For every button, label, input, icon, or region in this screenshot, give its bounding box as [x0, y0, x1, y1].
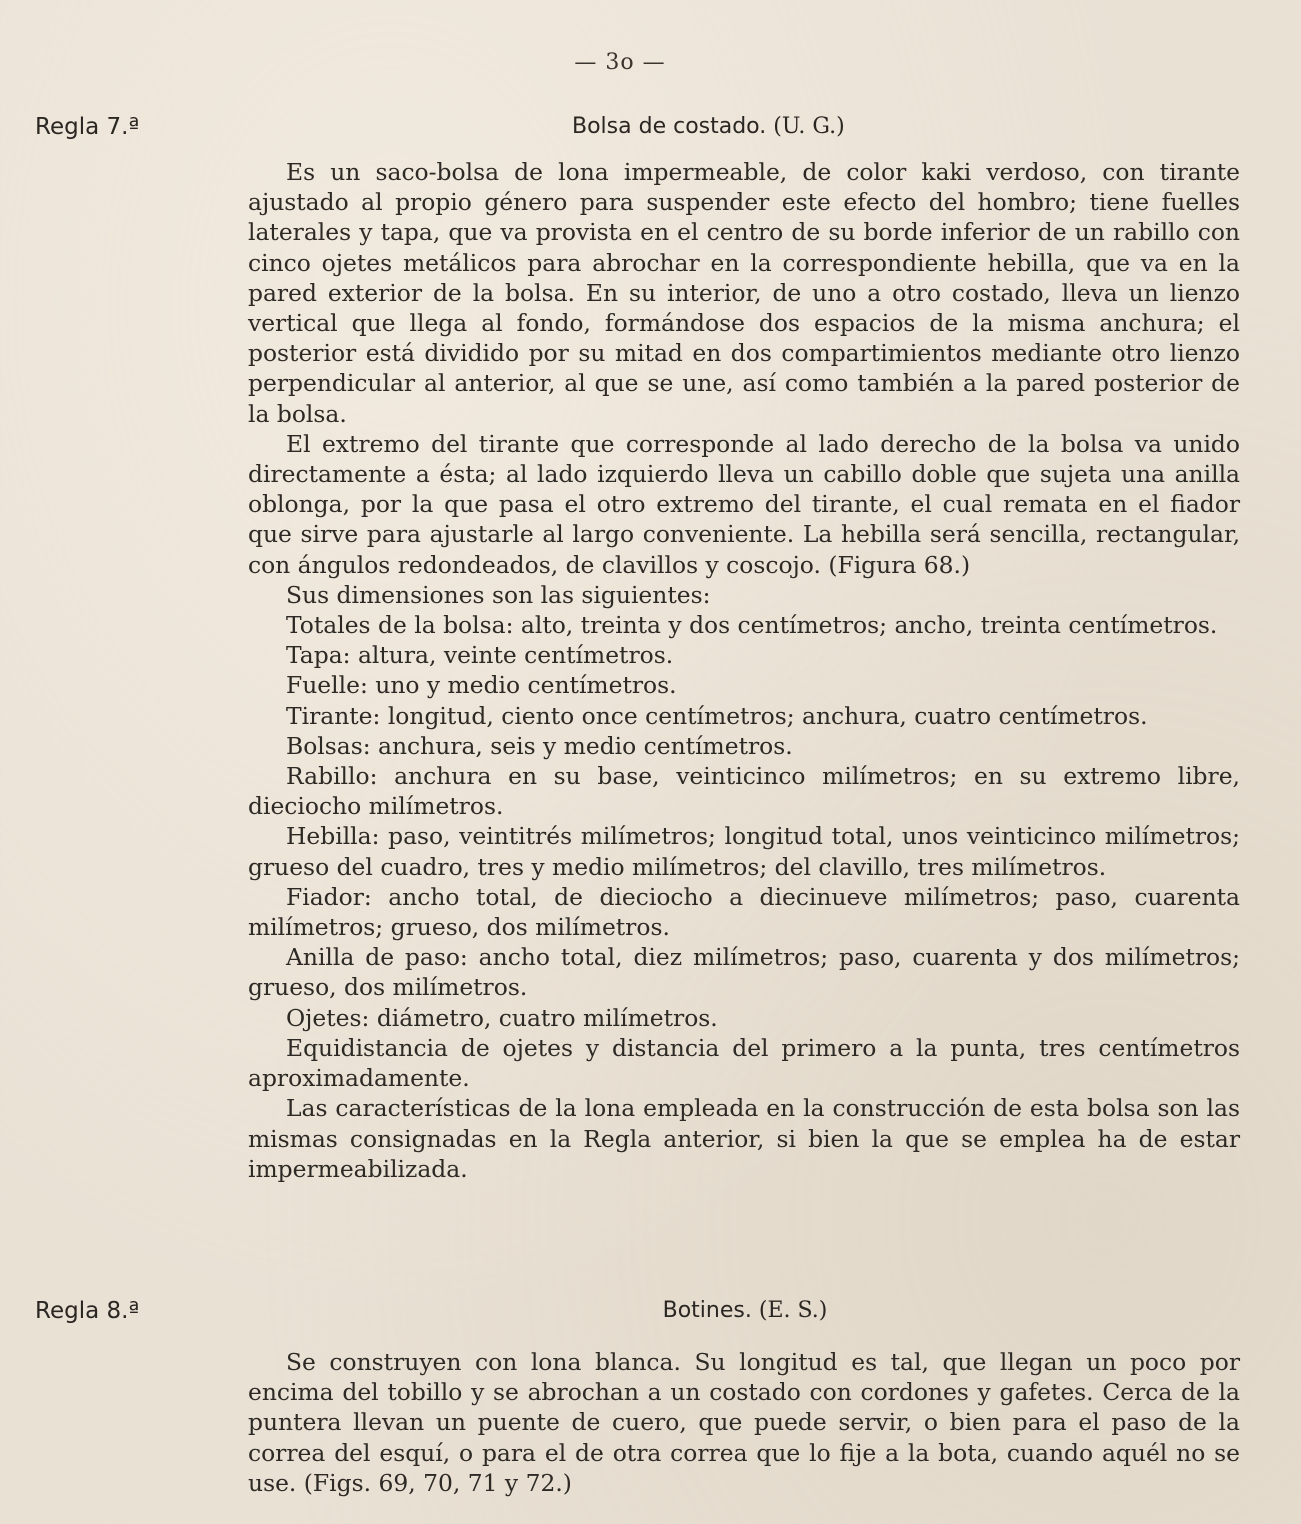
rule-8-body: [248, 1347, 1240, 1498]
dimension-line: Equidistancia de ojetes y distancia del primero a la punta, tres centímetros aproximadamente.: [248, 1033, 1240, 1093]
rule-8-label: Regla 8.ª: [35, 1298, 140, 1324]
rule-7-body: [248, 157, 1240, 1184]
page-number: — 3o —: [574, 50, 666, 75]
paragraph: El extremo del tirante que corresponde al lado derecho de la bolsa va unido directamente a ésta; al lado izquierdo lleva un cabillo doble que sujeta una anilla oblonga, por la que pasa el otro extremo del tirante, el cual remata en el fiador que sirve para ajustarle al largo conveniente. La hebilla será sencilla, rectangular, con ángulos redondeados, de clavillos y coscojo. (Figura 68.): [248, 429, 1240, 579]
dimension-line: Totales de la bolsa: alto, treinta y dos centímetros; ancho, treinta centímetros.: [286, 611, 1218, 640]
paragraph: Las características de la lona empleada en la construcción de esta bolsa son las mismas consignadas en la Regla anterior, si bien la que se emplea ha de estar impermeabilizada.: [248, 1094, 1240, 1183]
heading-suffix: (E. S.): [758, 1298, 828, 1323]
dimension-line: Ojetes: diámetro, cuatro milímetros.: [286, 1003, 718, 1032]
rule-7-label: Regla 7.ª: [35, 114, 140, 140]
dimension-line: Fiador: ancho total, de dieciocho a diecinueve milímetros; paso, cuarenta milímetros; grueso, dos milímetros.: [248, 882, 1240, 942]
dimension-line: Anilla de paso: ancho total, diez milímetros; paso, cuarenta y dos milímetros; grueso, dos milímetros.: [248, 943, 1240, 1002]
section-heading-bolsa-de-costado: [320, 114, 1301, 139]
heading-title: Botines.: [662, 1298, 752, 1323]
dimension-line: Tapa: altura, veinte centímetros.: [286, 641, 674, 670]
dimension-line: Bolsas: anchura, seis y medio centímetros.: [286, 731, 793, 760]
paragraph: Es un saco-bolsa de lona impermeable, de color kaki verdoso, con tirante ajustado al propio género para suspender este efecto del hombro; tiene fuelles laterales y tapa, que va provista en el centro de su borde inferior de un rabillo con cinco ojetes metálicos para abrochar en la correspondiente hebilla, que va en la pared exterior de la bolsa. En su interior, de uno a otro costado, lleva un lienzo vertical que llega al fondo, formándose dos espacios de la misma anchura; el posterior está dividido por su mitad en dos compartimientos mediante otro lienzo perpendicular al anterior, al que se une, así como también a la pared posterior de la bolsa.: [248, 158, 1240, 428]
dimension-line: Fuelle: uno y medio centímetros.: [286, 671, 677, 700]
heading-suffix: (U. G.): [773, 114, 845, 139]
dimension-line: Hebilla: paso, veintitrés milímetros; longitud total, unos veinticinco milímetros; grueso del cuadro, tres y medio milímetros; del clavillo, tres milímetros.: [248, 822, 1240, 881]
section-heading-botines: [250, 1298, 1240, 1323]
paragraph: Se construyen con lona blanca. Su longitud es tal, que llegan un poco por encima del tobillo y se abrochan a un costado con cordones y gafetes. Cerca de la puntera llevan un puente de cuero, que puede servir, o bien para el paso de la correa del esquí, o para el de otra correa que lo fije a la bota, cuando aquél no se use. (Figs. 69, 70, 71 y 72.): [248, 1348, 1240, 1497]
heading-title: Bolsa de costado.: [572, 114, 767, 139]
dimension-line: Rabillo: anchura en su base, veinticinco milímetros; en su extremo libre, dieciocho milímetros.: [248, 762, 1240, 821]
dimension-line: Tirante: longitud, ciento once centímetros; anchura, cuatro centímetros.: [286, 701, 1148, 730]
paragraph: Sus dimensiones son las siguientes:: [286, 580, 711, 609]
